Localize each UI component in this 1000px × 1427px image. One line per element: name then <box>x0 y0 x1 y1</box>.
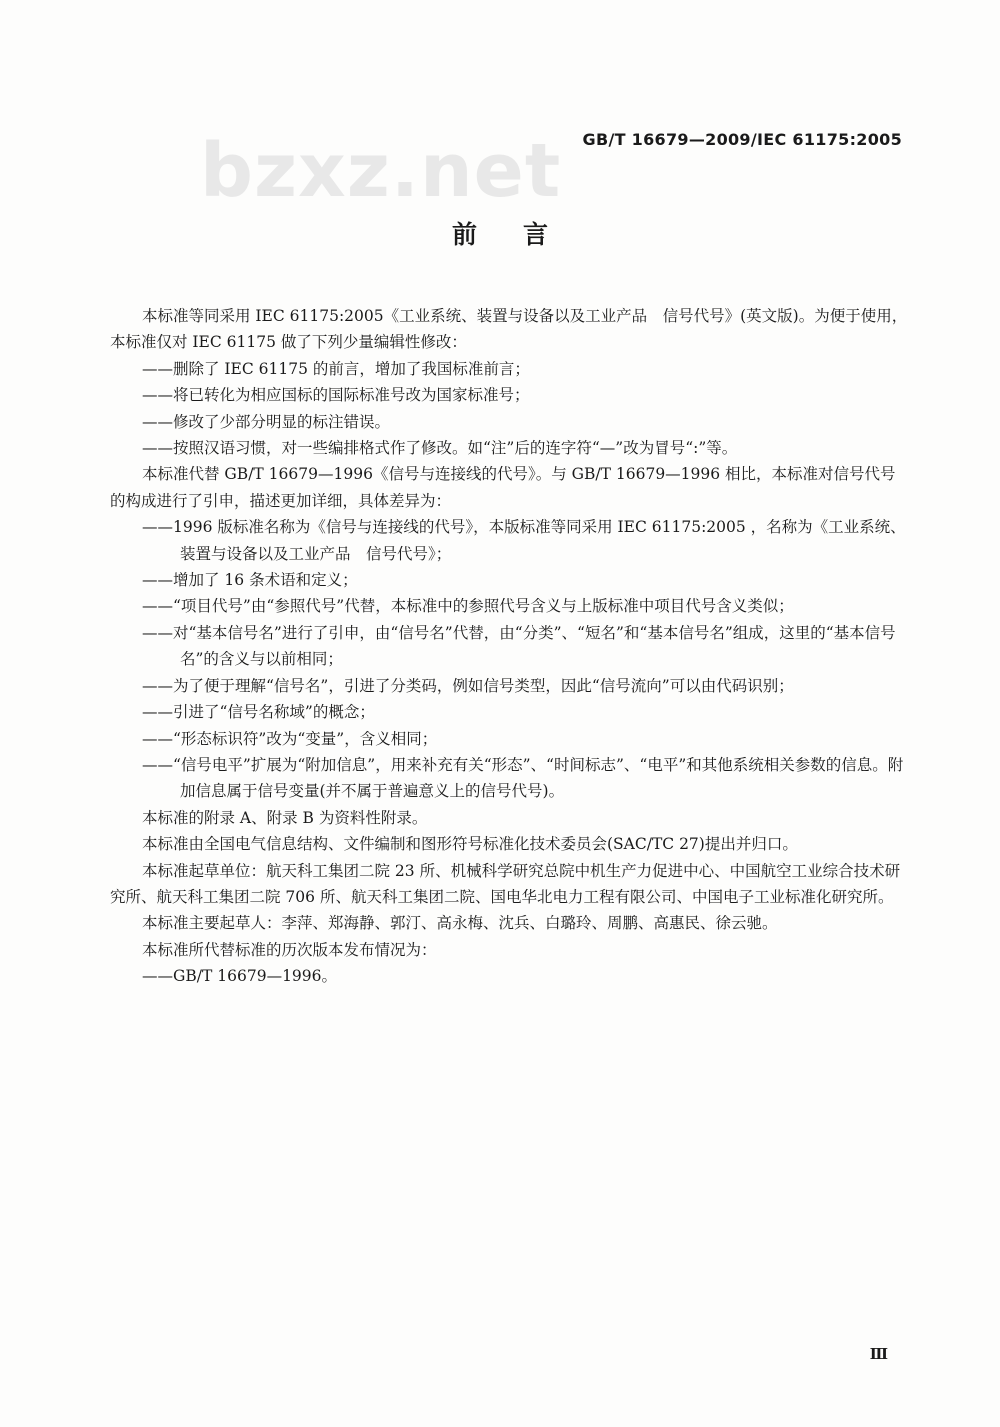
paragraph: 本标准主要起草人：李萍、郑海静、郭汀、高永梅、沈兵、白璐玲、周鹏、高惠民、徐云驰。 <box>142 914 778 933</box>
page-number: Ⅲ <box>869 1345 888 1363</box>
watermark: bzxz.net <box>200 128 562 214</box>
list-item: ——修改了少部分明显的标注错误。 <box>142 412 391 431</box>
list-item: ——按照汉语习惯，对一些编排格式作了修改。如“注”后的连字符“—”改为冒号“:”等。 <box>142 439 738 458</box>
list-item: ——为了便于理解“信号名”，引进了分类码，例如信号类型，因此“信号流向”可以由代码识别； <box>142 676 794 695</box>
list-item: ——1996 版标准名称为《信号与连接线的代号》，本版标准等同采用 IEC 61175:2005 ，名称为《工业系统、装置与设备以及工业产品 信号代号》； <box>142 518 906 563</box>
list-item: ——增加了 16 条术语和定义； <box>142 571 358 590</box>
paragraph: 本标准的附录 A、附录 B 为资料性附录。 <box>142 808 428 827</box>
list-item: ——“项目代号”由“参照代号”代替，本标准中的参照代号含义与上版标准中项目代号含义类似； <box>142 597 794 616</box>
list-item: ——“形态标识符”改为“变量”，含义相同； <box>142 729 438 748</box>
paragraph: 本标准起草单位：航天科工集团二院 23 所、机械科学研究总院中机生产力促进中心、中国航空工业综合技术研究所、航天科工集团二院 706 所、航天科工集团二院、国电华北电力工程有限公司、中国电子工业标准化研究所。 <box>110 861 901 906</box>
list-item: ——对“基本信号名”进行了引申，由“信号名”代替，由“分类”、“短名”和“基本信号名”组成，这里的“基本信号名”的含义与以前相同； <box>142 623 896 669</box>
paragraph: 本标准由全国电气信息结构、文件编制和图形符号标准化技术委员会(SAC/TC 27)提出并归口。 <box>142 835 798 854</box>
list-item: ——引进了“信号名称域”的概念； <box>142 703 375 722</box>
standard-number: GB/T 16679—2009/IEC 61175:2005 <box>582 130 902 149</box>
paragraph: 本标准所代替标准的历次版本发布情况为： <box>142 940 437 959</box>
list-item: ——将已转化为相应国标的国际标准号改为国家标准号； <box>142 386 530 405</box>
list-item: ——“信号电平”扩展为“附加信息”，用来补充有关“形态”、“时间标志”、“电平”和其他系统相关参数的信息。附加信息属于信号变量(并不属于普遍意义上的信号代号)。 <box>142 755 904 801</box>
document-body <box>110 303 910 990</box>
page-title: 前言 <box>451 220 594 249</box>
paragraph: 本标准代替 GB/T 16679—1996《信号与连接线的代号》。与 GB/T 16679—1996 相比，本标准对信号代号的构成进行了引申，描述更加详细，具体差异为： <box>110 465 896 510</box>
list-item: ——GB/T 16679—1996。 <box>142 967 338 986</box>
list-item: ——删除了 IEC 61175 的前言，增加了我国标准前言； <box>142 359 530 378</box>
paragraph: 本标准等同采用 IEC 61175:2005《工业系统、装置与设备以及工业产品 信号代号》(英文版)。为便于使用，本标准仅对 IEC 61175 做了下列少量编辑性修改： <box>110 307 908 352</box>
